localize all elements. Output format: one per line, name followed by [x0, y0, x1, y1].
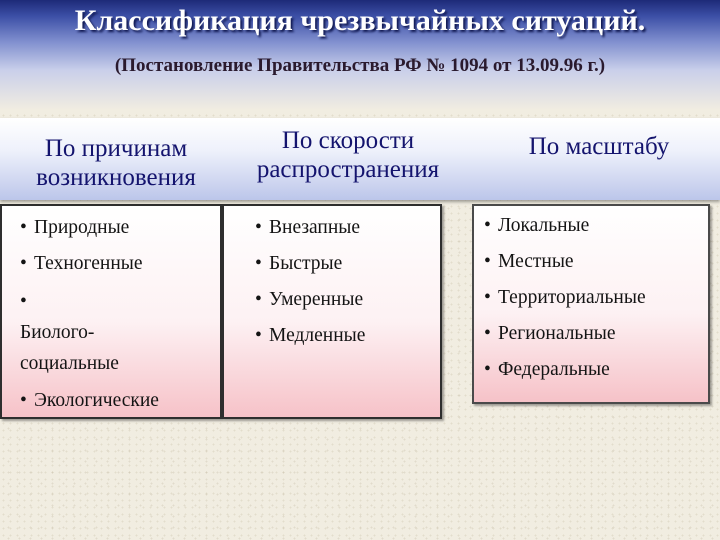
bullet-icon: • [255, 289, 262, 310]
panel-by-scale [472, 204, 710, 404]
slide-title: Классификация чрезвычайных ситуаций. [74, 4, 646, 37]
panel-by-speed [222, 204, 442, 419]
bullet-icon: • [255, 217, 262, 238]
panel-by-cause [0, 204, 222, 419]
list-item: • Природные [20, 210, 220, 246]
list-by-speed [224, 206, 440, 354]
slide-subtitle: (Постановление Правительства РФ № 1094 от 13.09.96 г.) [114, 55, 606, 76]
header-by-scale [478, 132, 720, 161]
header-by-speed-line-2: распространения [256, 156, 440, 183]
bullet-icon: • [20, 217, 27, 238]
header-by-scale-line-1: По масштабу [528, 133, 670, 160]
header-by-cause-line-2: возникновения [36, 164, 196, 191]
bullet-icon: • [484, 323, 491, 344]
column-header-band [0, 118, 720, 200]
bullet-icon: • [484, 359, 491, 380]
list-by-scale [474, 206, 708, 388]
list-item-line: • Биолого- [20, 286, 220, 348]
header-by-cause-line-1: По причинам [44, 135, 188, 162]
header-by-speed-line-1: По скорости [281, 127, 415, 154]
bullet-icon: • [20, 291, 27, 312]
bullet-icon: • [20, 253, 27, 274]
bullet-icon: • [20, 390, 27, 411]
list-item: • Техногенные [20, 246, 220, 282]
list-item: • Быстрые [255, 246, 440, 282]
list-item: • Умеренные [255, 282, 440, 318]
list-item: • Региональные [484, 316, 708, 352]
list-item-line: социальные [20, 353, 119, 374]
list-item: • Внезапные [255, 210, 440, 246]
list-item: • Медленные [255, 318, 440, 354]
list-item: • Территориальные [484, 280, 708, 316]
bullet-icon: • [255, 253, 262, 274]
header-by-cause [0, 126, 232, 192]
bullet-icon: • [484, 287, 491, 308]
list-item [20, 282, 220, 383]
bullet-icon: • [484, 215, 491, 236]
list-item: • Местные [484, 244, 708, 280]
header-by-speed [232, 126, 464, 184]
bullet-icon: • [484, 251, 491, 272]
list-item: • Федеральные [484, 352, 708, 388]
bullet-icon: • [255, 325, 262, 346]
list-item: • Локальные [484, 208, 708, 244]
list-by-cause [2, 206, 220, 419]
list-item: • Экологические [20, 383, 220, 419]
